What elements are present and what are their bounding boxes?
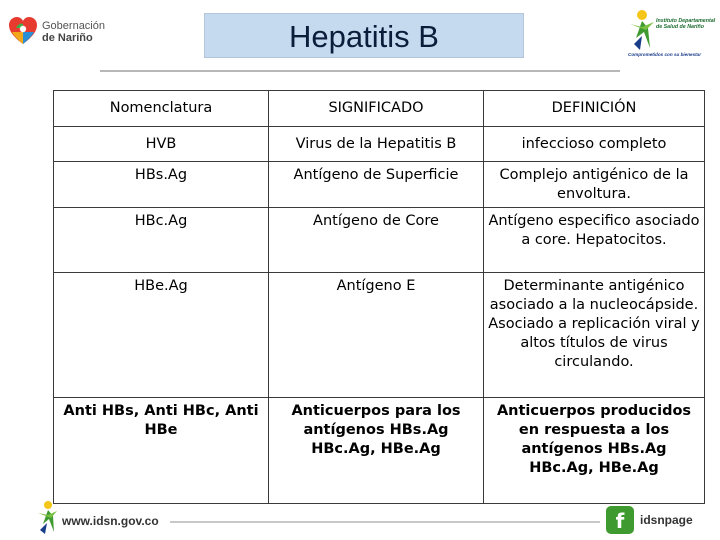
social-page-link[interactable]: idsnpage [640,513,693,527]
cell-significado: Anticuerpos para los antígenos HBs.Ag HBc.Ag, HBe.Ag [269,398,484,504]
cell-significado: Virus de la Hepatitis B [269,127,484,161]
table-header-row [54,91,705,127]
logo-left-line1: Gobernación [42,20,105,32]
cell-significado: Antígeno de Superficie [269,161,484,208]
gobernacion-logo [6,14,116,54]
cell-definicion: Anticuerpos producidos en respuesta a los antígenos HBs.Ag HBc.Ag, HBe.Ag [484,398,705,504]
table-row [54,127,705,161]
page-title: Hepatitis B [289,19,439,54]
idsn-logo [622,8,714,63]
logo-left-line2: de Nariño [42,32,93,44]
table-row [54,208,705,272]
footer-social [600,502,718,538]
cell-definicion: Complejo antigénico de la envoltura. [484,161,705,208]
idsn-figure-icon [622,8,662,52]
cell-nomenclatura: HVB [54,127,269,161]
table-row [54,161,705,208]
cell-nomenclatura: HBs.Ag [54,161,269,208]
header-significado: SIGNIFICADO [269,91,484,127]
header-nomenclatura: Nomenclatura [54,91,269,127]
footer-website [34,500,174,536]
header-definicion: DEFINICIÓN [484,91,705,127]
idsn-figure-small-icon [34,500,60,534]
cell-definicion: Antígeno especifico asociado a core. Hepatocitos. [484,208,705,272]
facebook-icon[interactable]: f [606,506,634,534]
table-row [54,272,705,398]
cell-definicion: Determinante antigénico asociado a la nucleocápside. Asociado a replicación viral y altos títulos de virus circulando. [484,272,705,398]
cell-significado: Antígeno de Core [269,208,484,272]
website-link[interactable]: www.idsn.gov.co [62,514,159,528]
footer-divider [170,521,600,523]
header-divider [100,70,620,72]
cell-nomenclatura: HBc.Ag [54,208,269,272]
cell-definicion: infeccioso completo [484,127,705,161]
heart-logo-icon [6,14,40,48]
hepatitis-b-table [53,90,705,504]
logo-right-tagline: Comprometidos con su bienestar [628,52,702,57]
logo-right-institution: Instituto Departamental de Salud de Nariño [656,18,716,30]
cell-nomenclatura: HBe.Ag [54,272,269,398]
title-banner [204,13,524,58]
cell-significado: Antígeno E [269,272,484,398]
cell-nomenclatura: Anti HBs, Anti HBc, Anti HBe [54,398,269,504]
table-row [54,398,705,504]
